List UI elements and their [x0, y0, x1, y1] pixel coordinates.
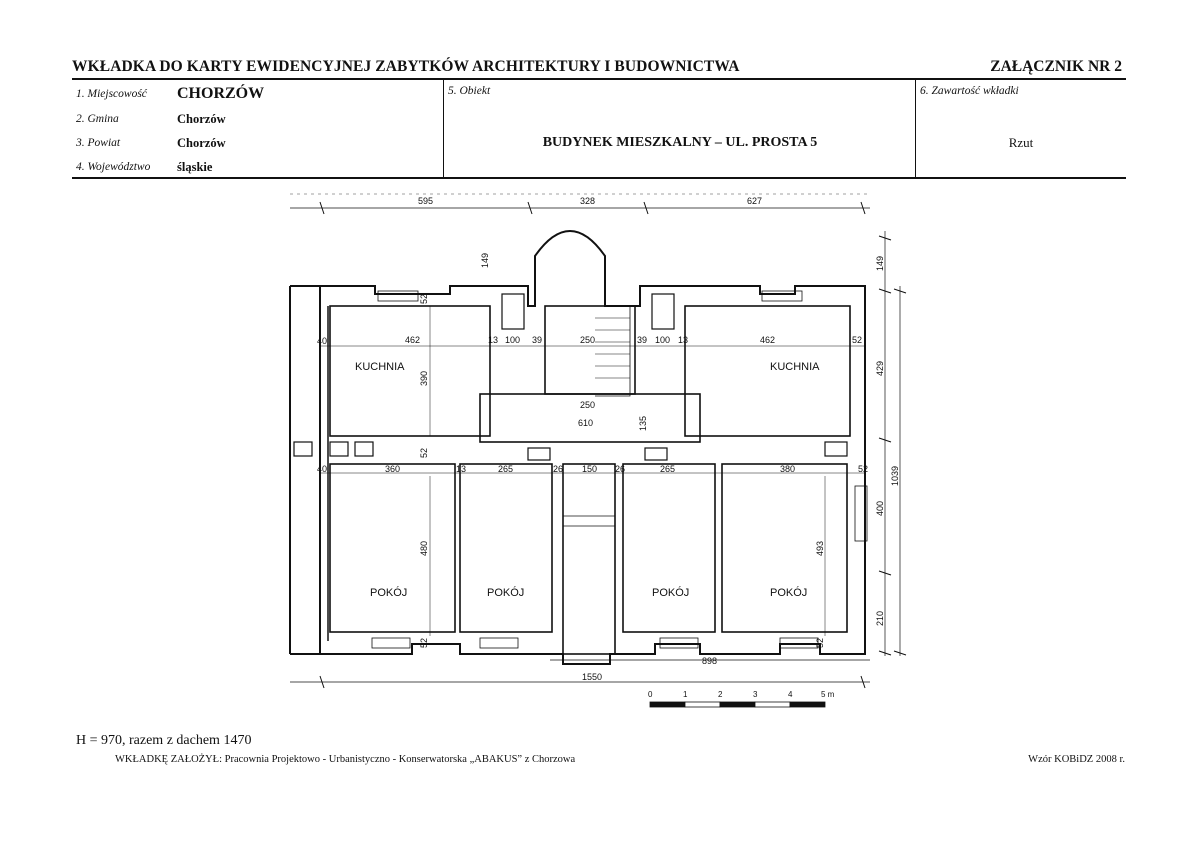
room-3-outline: [623, 464, 715, 632]
dim-label: 100: [655, 335, 671, 345]
dim-label: 898: [702, 656, 718, 666]
commune-label: 2. Gmina: [76, 113, 119, 125]
chimney: [502, 294, 524, 329]
dim-label: 627: [747, 196, 763, 206]
dim-label: 39: [532, 335, 543, 345]
chimney: [294, 442, 312, 456]
dim-label: 52: [858, 464, 869, 474]
chimney: [528, 448, 550, 460]
table-divider-1: [443, 80, 444, 178]
table-bottom-rule: [72, 177, 1126, 179]
scale-label: 2: [718, 690, 723, 699]
dim-label: 1550: [582, 672, 603, 682]
dim-label: 52: [419, 637, 429, 648]
locality-value: CHORZÓW: [177, 85, 265, 102]
dim-label: 26: [615, 464, 626, 474]
outer-wall: [290, 231, 865, 664]
dim-label: 52: [852, 335, 863, 345]
floor-plan: [280, 186, 910, 714]
scale-label: 5 m: [821, 690, 835, 699]
scale-label: 0: [648, 690, 653, 699]
dim-label: 39: [637, 335, 648, 345]
document-title: WKŁADKA DO KARTY EWIDENCYJNEJ ZABYTKÓW ARCHITEKTURY I BUDOWNICTWA: [72, 58, 740, 75]
room-1-label: POKÓJ: [370, 587, 408, 599]
dim-label: 100: [505, 335, 521, 345]
room-4-label: POKÓJ: [770, 587, 808, 599]
room-3-label: POKÓJ: [652, 587, 690, 599]
dim-label: 52: [815, 637, 825, 648]
dim-label: 210: [875, 610, 885, 626]
commune-value: Chorzów: [177, 112, 226, 126]
kitchen-left-outline: [330, 306, 490, 436]
stair-flight: [595, 306, 630, 396]
dim-label: 265: [498, 464, 514, 474]
window: [480, 638, 518, 648]
dim-label: 429: [875, 360, 885, 376]
scale-label: 4: [788, 690, 793, 699]
dim-label: 480: [419, 540, 429, 556]
dim-label: 13: [678, 335, 689, 345]
dim-label: 360: [385, 464, 401, 474]
dim-label: 149: [875, 255, 885, 271]
voivodeship-value: śląskie: [177, 160, 213, 174]
lower-stair: [563, 464, 615, 654]
dim-label: 135: [638, 415, 648, 431]
height-note: H = 970, razem z dachem 1470: [76, 733, 252, 748]
template-model: Wzór KOBiDZ 2008 r.: [1028, 754, 1125, 765]
dim-label: 250: [580, 335, 596, 345]
window: [372, 638, 410, 648]
dim-label: 13: [456, 464, 467, 474]
scale-label: 1: [683, 690, 688, 699]
dim-label: 149: [480, 252, 490, 268]
room-2-outline: [460, 464, 552, 632]
chimney: [652, 294, 674, 329]
dim-label: 250: [580, 400, 596, 410]
chimney: [645, 448, 667, 460]
annex-number: ZAŁĄCZNIK NR 2: [990, 58, 1122, 75]
dim-label: 462: [760, 335, 776, 345]
object-value: BUDYNEK MIESZKALNY – UL. PROSTA 5: [542, 135, 818, 150]
voivodeship-label: 4. Województwo: [76, 161, 151, 173]
room-1-outline: [330, 464, 455, 632]
dim-label: 40: [317, 336, 328, 346]
dim-label: 493: [815, 540, 825, 556]
dim-label: 390: [419, 370, 429, 386]
chimney: [825, 442, 847, 456]
district-value: Chorzów: [177, 136, 226, 150]
scale-label: 3: [753, 690, 758, 699]
kitchen-right-label: KUCHNIA: [770, 361, 820, 373]
dim-label: 610: [578, 418, 594, 428]
district-label: 3. Powiat: [76, 137, 121, 149]
content-label: 6. Zawartość wkładki: [920, 85, 1019, 97]
locality-label: 1. Miejscowość: [76, 88, 147, 100]
dim-label: 595: [418, 196, 434, 206]
scale-bar: [650, 702, 825, 707]
author-note: WKŁADKĘ ZAŁOŻYŁ: Pracownia Projektowo - Urbanistyczno - Konserwatorska „ABAKUS” z Chorzowa: [115, 754, 576, 765]
kitchen-right-outline: [685, 306, 850, 436]
chimney: [330, 442, 348, 456]
dim-label: 40: [317, 464, 328, 474]
header-rule: [72, 78, 1126, 80]
dim-label: 380: [780, 464, 796, 474]
chimney: [355, 442, 373, 456]
dim-label: 52: [419, 293, 429, 304]
object-label: 5. Obiekt: [448, 85, 491, 97]
dim-label: 26: [553, 464, 564, 474]
table-divider-2: [915, 80, 916, 178]
room-4-outline: [722, 464, 847, 632]
dim-label: 1039: [890, 465, 900, 486]
dim-label: 328: [580, 196, 596, 206]
staircase-core: [545, 306, 635, 394]
room-2-label: POKÓJ: [487, 587, 525, 599]
dim-label: 400: [875, 500, 885, 516]
kitchen-left-label: KUCHNIA: [355, 361, 405, 373]
dim-label: 52: [419, 447, 429, 458]
content-value: Rzut: [1008, 135, 1034, 150]
window: [378, 291, 418, 301]
dim-label: 265: [660, 464, 676, 474]
dim-label: 13: [488, 335, 499, 345]
dim-label: 150: [582, 464, 598, 474]
dim-label: 462: [405, 335, 421, 345]
